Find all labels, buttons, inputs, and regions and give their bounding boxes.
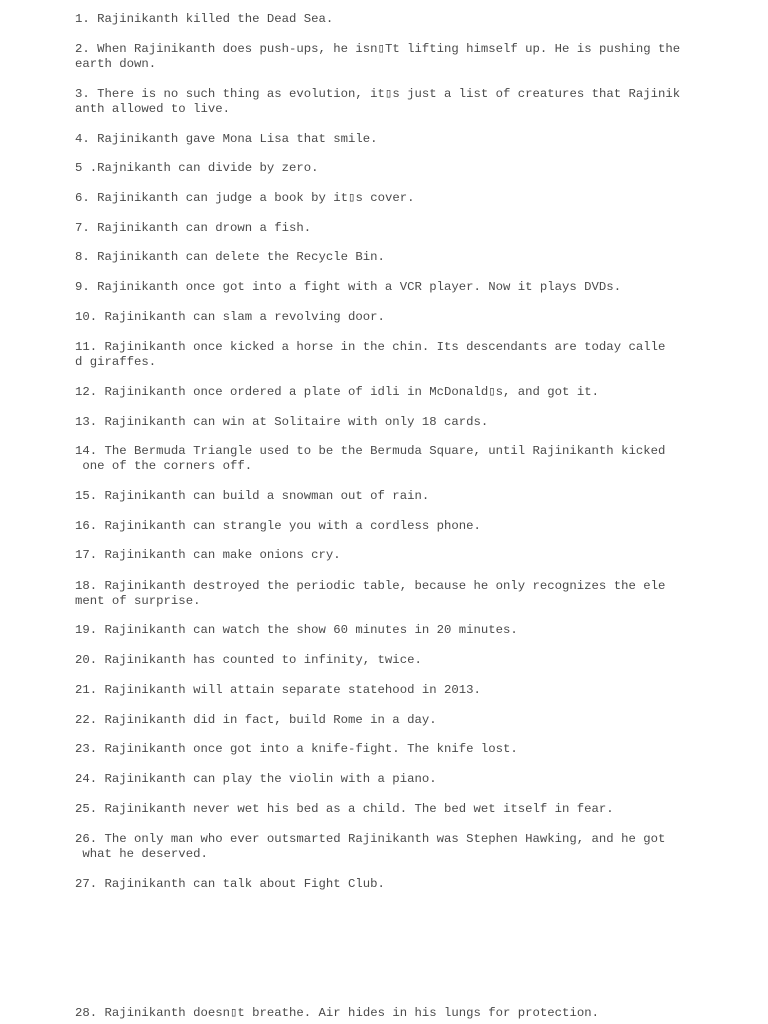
list-item: 11. Rajinikanth once kicked a horse in the chin. Its descendants are today calle d giraffes.	[75, 340, 666, 369]
list-item: 16. Rajinikanth can strangle you with a cordless phone.	[75, 519, 481, 533]
list-item: 17. Rajinikanth can make onions cry.	[75, 548, 341, 562]
list-item: 4. Rajinikanth gave Mona Lisa that smile.	[75, 132, 378, 146]
list-item: 3. There is no such thing as evolution, it▯s just a list of creatures that Rajinik anth allowed to live.	[75, 87, 681, 116]
list-item: 12. Rajinikanth once ordered a plate of idli in McDonald▯s, and got it.	[75, 385, 599, 399]
list-item: 28. Rajinikanth doesn▯t breathe. Air hides in his lungs for protection.	[75, 1006, 599, 1020]
list-item: 18. Rajinikanth destroyed the periodic table, because he only recognizes the ele ment of surprise.	[75, 579, 666, 608]
list-item: 9. Rajinikanth once got into a fight with a VCR player. Now it plays DVDs.	[75, 280, 622, 294]
list-item: 25. Rajinikanth never wet his bed as a child. The bed wet itself in fear.	[75, 802, 614, 816]
list-item: 6. Rajinikanth can judge a book by it▯s cover.	[75, 191, 415, 205]
list-item: 21. Rajinikanth will attain separate statehood in 2013.	[75, 683, 481, 697]
list-item: 20. Rajinikanth has counted to infinity, twice.	[75, 653, 422, 667]
list-item: 1. Rajinikanth killed the Dead Sea.	[75, 12, 334, 26]
list-item: 10. Rajinikanth can slam a revolving door.	[75, 310, 385, 324]
list-item: 27. Rajinikanth can talk about Fight Club.	[75, 877, 385, 891]
list-item: 8. Rajinikanth can delete the Recycle Bin.	[75, 250, 385, 264]
list-item: 23. Rajinikanth once got into a knife-fight. The knife lost.	[75, 742, 518, 756]
list-item: 26. The only man who ever outsmarted Rajinikanth was Stephen Hawking, and he got what he deserved.	[75, 832, 666, 861]
list-item: 7. Rajinikanth can drown a fish.	[75, 221, 312, 235]
list-item: 19. Rajinikanth can watch the show 60 minutes in 20 minutes.	[75, 623, 518, 637]
list-item: 15. Rajinikanth can build a snowman out of rain.	[75, 489, 430, 503]
list-item: 14. The Bermuda Triangle used to be the Bermuda Square, until Rajinikanth kicked one of the corners off.	[75, 444, 666, 473]
list-item: 2. When Rajinikanth does push-ups, he isn▯Tt lifting himself up. He is pushing the earth down.	[75, 42, 681, 71]
list-item: 5 .Rajnikanth can divide by zero.	[75, 161, 319, 175]
list-item: 24. Rajinikanth can play the violin with a piano.	[75, 772, 437, 786]
list-item: 13. Rajinikanth can win at Solitaire with only 18 cards.	[75, 415, 489, 429]
list-item: 22. Rajinikanth did in fact, build Rome in a day.	[75, 713, 437, 727]
